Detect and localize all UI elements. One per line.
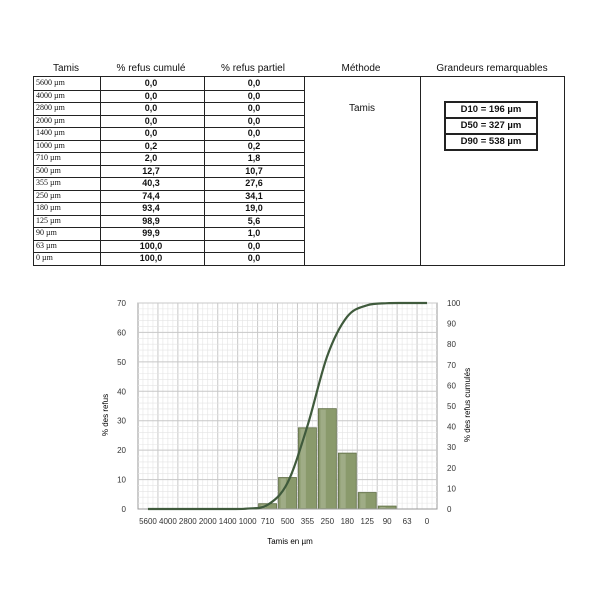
right-tick-label: 60: [447, 381, 456, 391]
d10-value: D10 = 196 µm: [444, 101, 538, 119]
tamis-cell: 4000 µm: [36, 90, 65, 100]
x-tick-label: 5600: [139, 517, 157, 526]
bar-highlight: [360, 494, 365, 508]
table-row: [34, 190, 304, 204]
x-axis-ticks: [139, 517, 430, 526]
bar-highlight: [320, 410, 325, 508]
table-row: [34, 177, 304, 191]
left-tick-label: 40: [117, 387, 126, 397]
right-tick-label: 50: [447, 402, 456, 411]
left-tick-label: 60: [117, 328, 126, 338]
partiel-cell: 34,1: [245, 190, 263, 201]
x-tick-label: 1000: [238, 517, 257, 526]
left-axis-ticks: [117, 299, 126, 514]
right-tick-label: 10: [447, 484, 456, 494]
partiel-cell: 27,6: [245, 178, 263, 188]
methode-value: Tamis: [348, 103, 376, 114]
tamis-cell: 5600 µm: [36, 78, 65, 87]
x-tick-label: 125: [360, 517, 374, 526]
x-tick-label: 90: [382, 517, 392, 526]
table-row: [34, 127, 304, 141]
y2-axis-label: % des refus cumulés: [463, 367, 472, 443]
x-tick-label: 1400: [218, 517, 237, 526]
cumul-cell: 100,0: [139, 240, 163, 251]
partiel-cell: 5,6: [247, 215, 261, 226]
right-axis-ticks: [447, 299, 461, 514]
partiel-cell: 0,0: [247, 240, 261, 251]
tamis-cell: 1400 µm: [36, 128, 65, 137]
bar-highlight: [380, 507, 385, 508]
cumul-cell: 99,9: [142, 228, 160, 238]
cumul-cell: 12,7: [142, 165, 160, 176]
cumul-cell: 0,0: [144, 115, 158, 126]
x-tick-label: 500: [280, 517, 295, 526]
header-tamis: Tamis: [52, 63, 80, 74]
tamis-cell: 125 µm: [36, 215, 61, 225]
partiel-cell: 0,0: [247, 128, 261, 138]
cumul-cell: 40,3: [142, 178, 160, 188]
right-tick-label: 70: [447, 360, 456, 370]
table-row: [34, 202, 304, 216]
tamis-cell: 180 µm: [36, 203, 61, 212]
left-tick-label: 20: [117, 446, 126, 456]
cumul-cell: 98,9: [142, 215, 160, 226]
table-row: [34, 165, 304, 179]
partiel-cell: 0,0: [247, 253, 261, 263]
table-row: [34, 152, 304, 166]
partiel-cell: 19,0: [245, 203, 263, 213]
cumul-cell: 0,2: [144, 140, 158, 151]
right-tick-label: 30: [447, 443, 456, 453]
partiel-cell: 1,8: [247, 153, 261, 163]
bar-highlight: [340, 454, 345, 508]
x-tick-label: 63: [402, 517, 412, 526]
partiel-cell: 0,0: [247, 78, 261, 88]
granulometry-chart: [0, 285, 600, 555]
cumul-cell: 0,0: [144, 128, 158, 138]
partiel-cell: 0,0: [247, 115, 261, 126]
sieve-results-table: [33, 62, 565, 265]
cumul-cell: 0,0: [144, 90, 158, 101]
cumul-cell: 93,4: [142, 203, 160, 213]
x-tick-label: 2800: [178, 517, 197, 526]
partiel-cell: 0,0: [247, 90, 261, 101]
table-row: [34, 227, 304, 241]
x-tick-label: 4000: [159, 517, 177, 526]
right-tick-label: 80: [447, 340, 456, 350]
left-tick-label: 70: [117, 299, 126, 308]
table-body: [33, 76, 565, 266]
right-tick-label: 20: [447, 463, 456, 473]
d50-value: D50 = 327 µm: [444, 117, 538, 135]
x-tick-label: 710: [260, 517, 275, 526]
cumul-cell: 2,0: [144, 153, 158, 163]
x-tick-label: 2000: [198, 517, 217, 526]
cumul-cell: 74,4: [142, 190, 160, 201]
header-methode: Méthode: [341, 63, 381, 74]
table-row: [34, 240, 304, 254]
tamis-cell: 90 µm: [36, 228, 57, 237]
left-tick-label: 10: [117, 475, 126, 485]
d90-value: D90 = 538 µm: [444, 133, 538, 151]
partiel-cell: 0,0: [247, 103, 261, 113]
left-tick-label: 0: [121, 505, 126, 514]
tamis-cell: 63 µm: [36, 240, 57, 250]
table-row: [34, 102, 304, 116]
right-tick-label: 100: [447, 299, 461, 308]
tamis-cell: 2800 µm: [36, 103, 65, 112]
cumul-cell: 0,0: [144, 78, 158, 88]
x-tick-label: 250: [320, 517, 335, 526]
header-cumul: % refus cumulé: [116, 63, 186, 74]
table-row: [34, 90, 304, 104]
left-tick-label: 30: [117, 416, 126, 426]
table-row: [34, 252, 304, 265]
partiel-cell: 1,0: [247, 228, 261, 238]
right-tick-label: 0: [447, 505, 452, 514]
tamis-cell: 710 µm: [36, 153, 61, 162]
right-tick-label: 40: [447, 422, 456, 432]
table-row: [34, 77, 304, 91]
x-tick-label: 355: [300, 517, 315, 526]
column-divider: [420, 77, 421, 265]
cumul-cell: 0,0: [144, 103, 158, 113]
tamis-cell: 500 µm: [36, 165, 61, 175]
tamis-cell: 0 µm: [36, 253, 53, 262]
x-tick-label: 0: [424, 517, 430, 526]
x-axis-label: Tamis en µm: [267, 537, 313, 546]
header-grandeurs: Grandeurs remarquables: [436, 63, 548, 74]
tamis-cell: 355 µm: [36, 178, 61, 187]
tamis-cell: 250 µm: [36, 190, 61, 200]
header-partiel: % refus partiel: [221, 63, 285, 74]
right-tick-label: 90: [447, 319, 456, 329]
partiel-cell: 10,7: [245, 165, 263, 176]
left-tick-label: 50: [117, 357, 126, 367]
table-row: [34, 140, 304, 154]
tamis-cell: 2000 µm: [36, 115, 65, 125]
x-tick-label: 180: [340, 517, 354, 526]
tamis-cell: 1000 µm: [36, 140, 65, 150]
partiel-cell: 0,2: [247, 140, 261, 151]
cumul-cell: 100,0: [139, 253, 163, 263]
y-axis-label: % des refus: [101, 393, 110, 437]
table-row: [34, 115, 304, 129]
table-row: [34, 215, 304, 229]
